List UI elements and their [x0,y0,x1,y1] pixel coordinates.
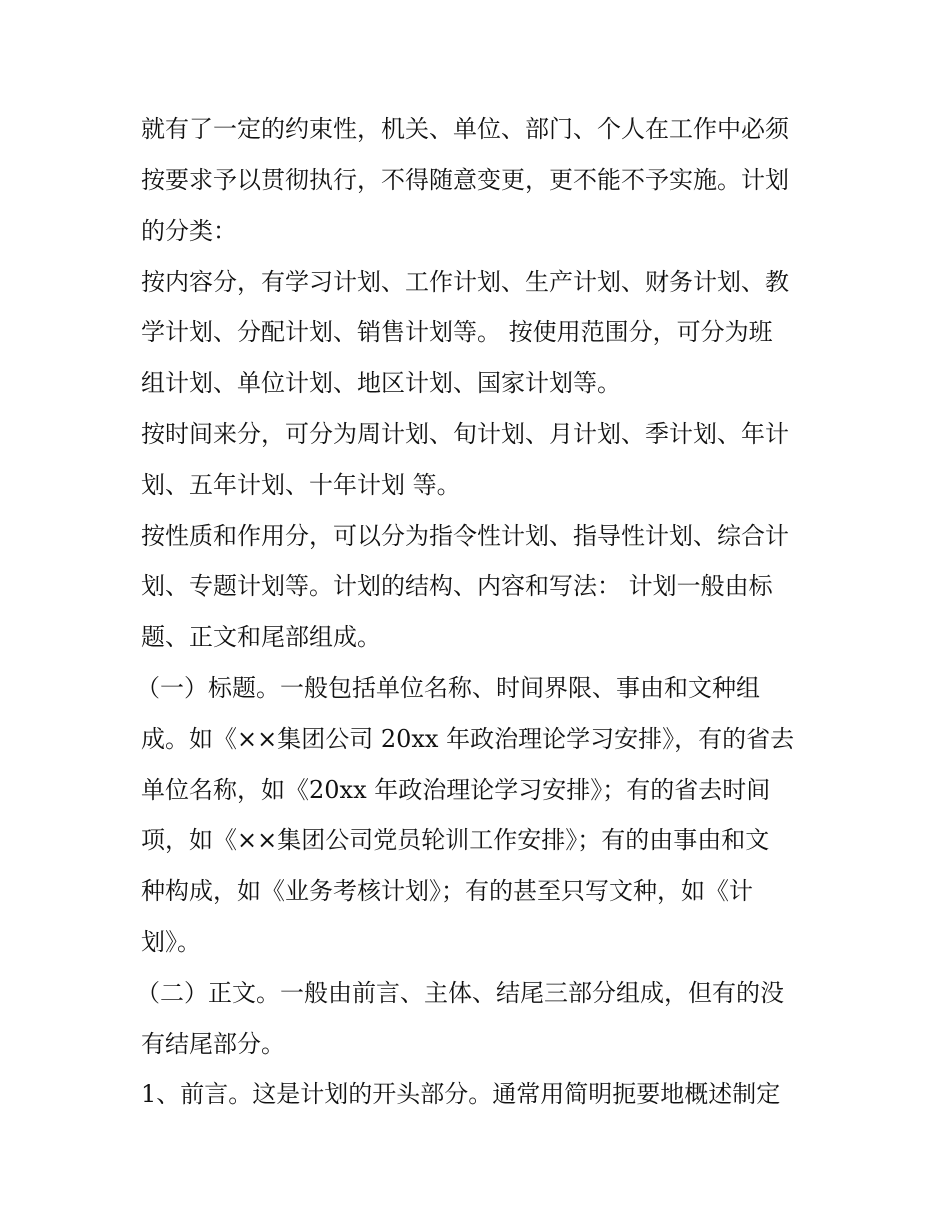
text-line: 学计划、分配计划、销售计划等。 按使用范围分，可分为班 [141,318,773,346]
text-line: 按时间来分，可分为周计划、旬计划、月计划、季计划、年计 [141,420,789,448]
text-line: 单位名称，如《20xx 年政治理论学习安排》；有的省去时间 [141,776,771,804]
text-line: 划、五年计划、十年计划 等。 [141,471,461,499]
text-line: 1、前言。这是计划的开头部分。通常用简明扼要地概述制定 [141,1080,781,1108]
text-line: 题、正文和尾部组成。 [141,623,381,651]
text-line: 项，如《××集团公司党员轮训工作安排》；有的由事由和文 [141,826,770,854]
text-line: 按内容分，有学习计划、工作计划、生产计划、财务计划、教 [141,268,789,296]
text-line: 就有了一定的约束性，机关、单位、部门、个人在工作中必须 [141,115,789,143]
text-line: （一）标题。一般包括单位名称、时间界限、事由和文种组 [136,674,760,702]
text-line: 按性质和作用分，可以分为指令性计划、指导性计划、综合计 [141,522,789,550]
text-line: 划》。 [141,928,201,956]
text-line: 按要求予以贯彻执行，不得随意变更，更不能不予实施。计划 [141,166,789,194]
text-line: 种构成，如《业务考核计划》；有的甚至只写文种，如《计 [141,877,753,905]
text-line: 有结尾部分。 [141,1030,285,1058]
text-line: 的分类： [141,217,237,245]
text-line: 组计划、单位计划、地区计划、国家计划等。 [141,369,621,397]
text-line: 划、专题计划等。计划的结构、内容和写法： 计划一般由标 [141,572,773,600]
text-line: 成。如《××集团公司 20xx 年政治理论学习安排》，有的省去 [141,725,795,753]
text-line: （二）正文。一般由前言、主体、结尾三部分组成，但有的没 [136,979,784,1007]
